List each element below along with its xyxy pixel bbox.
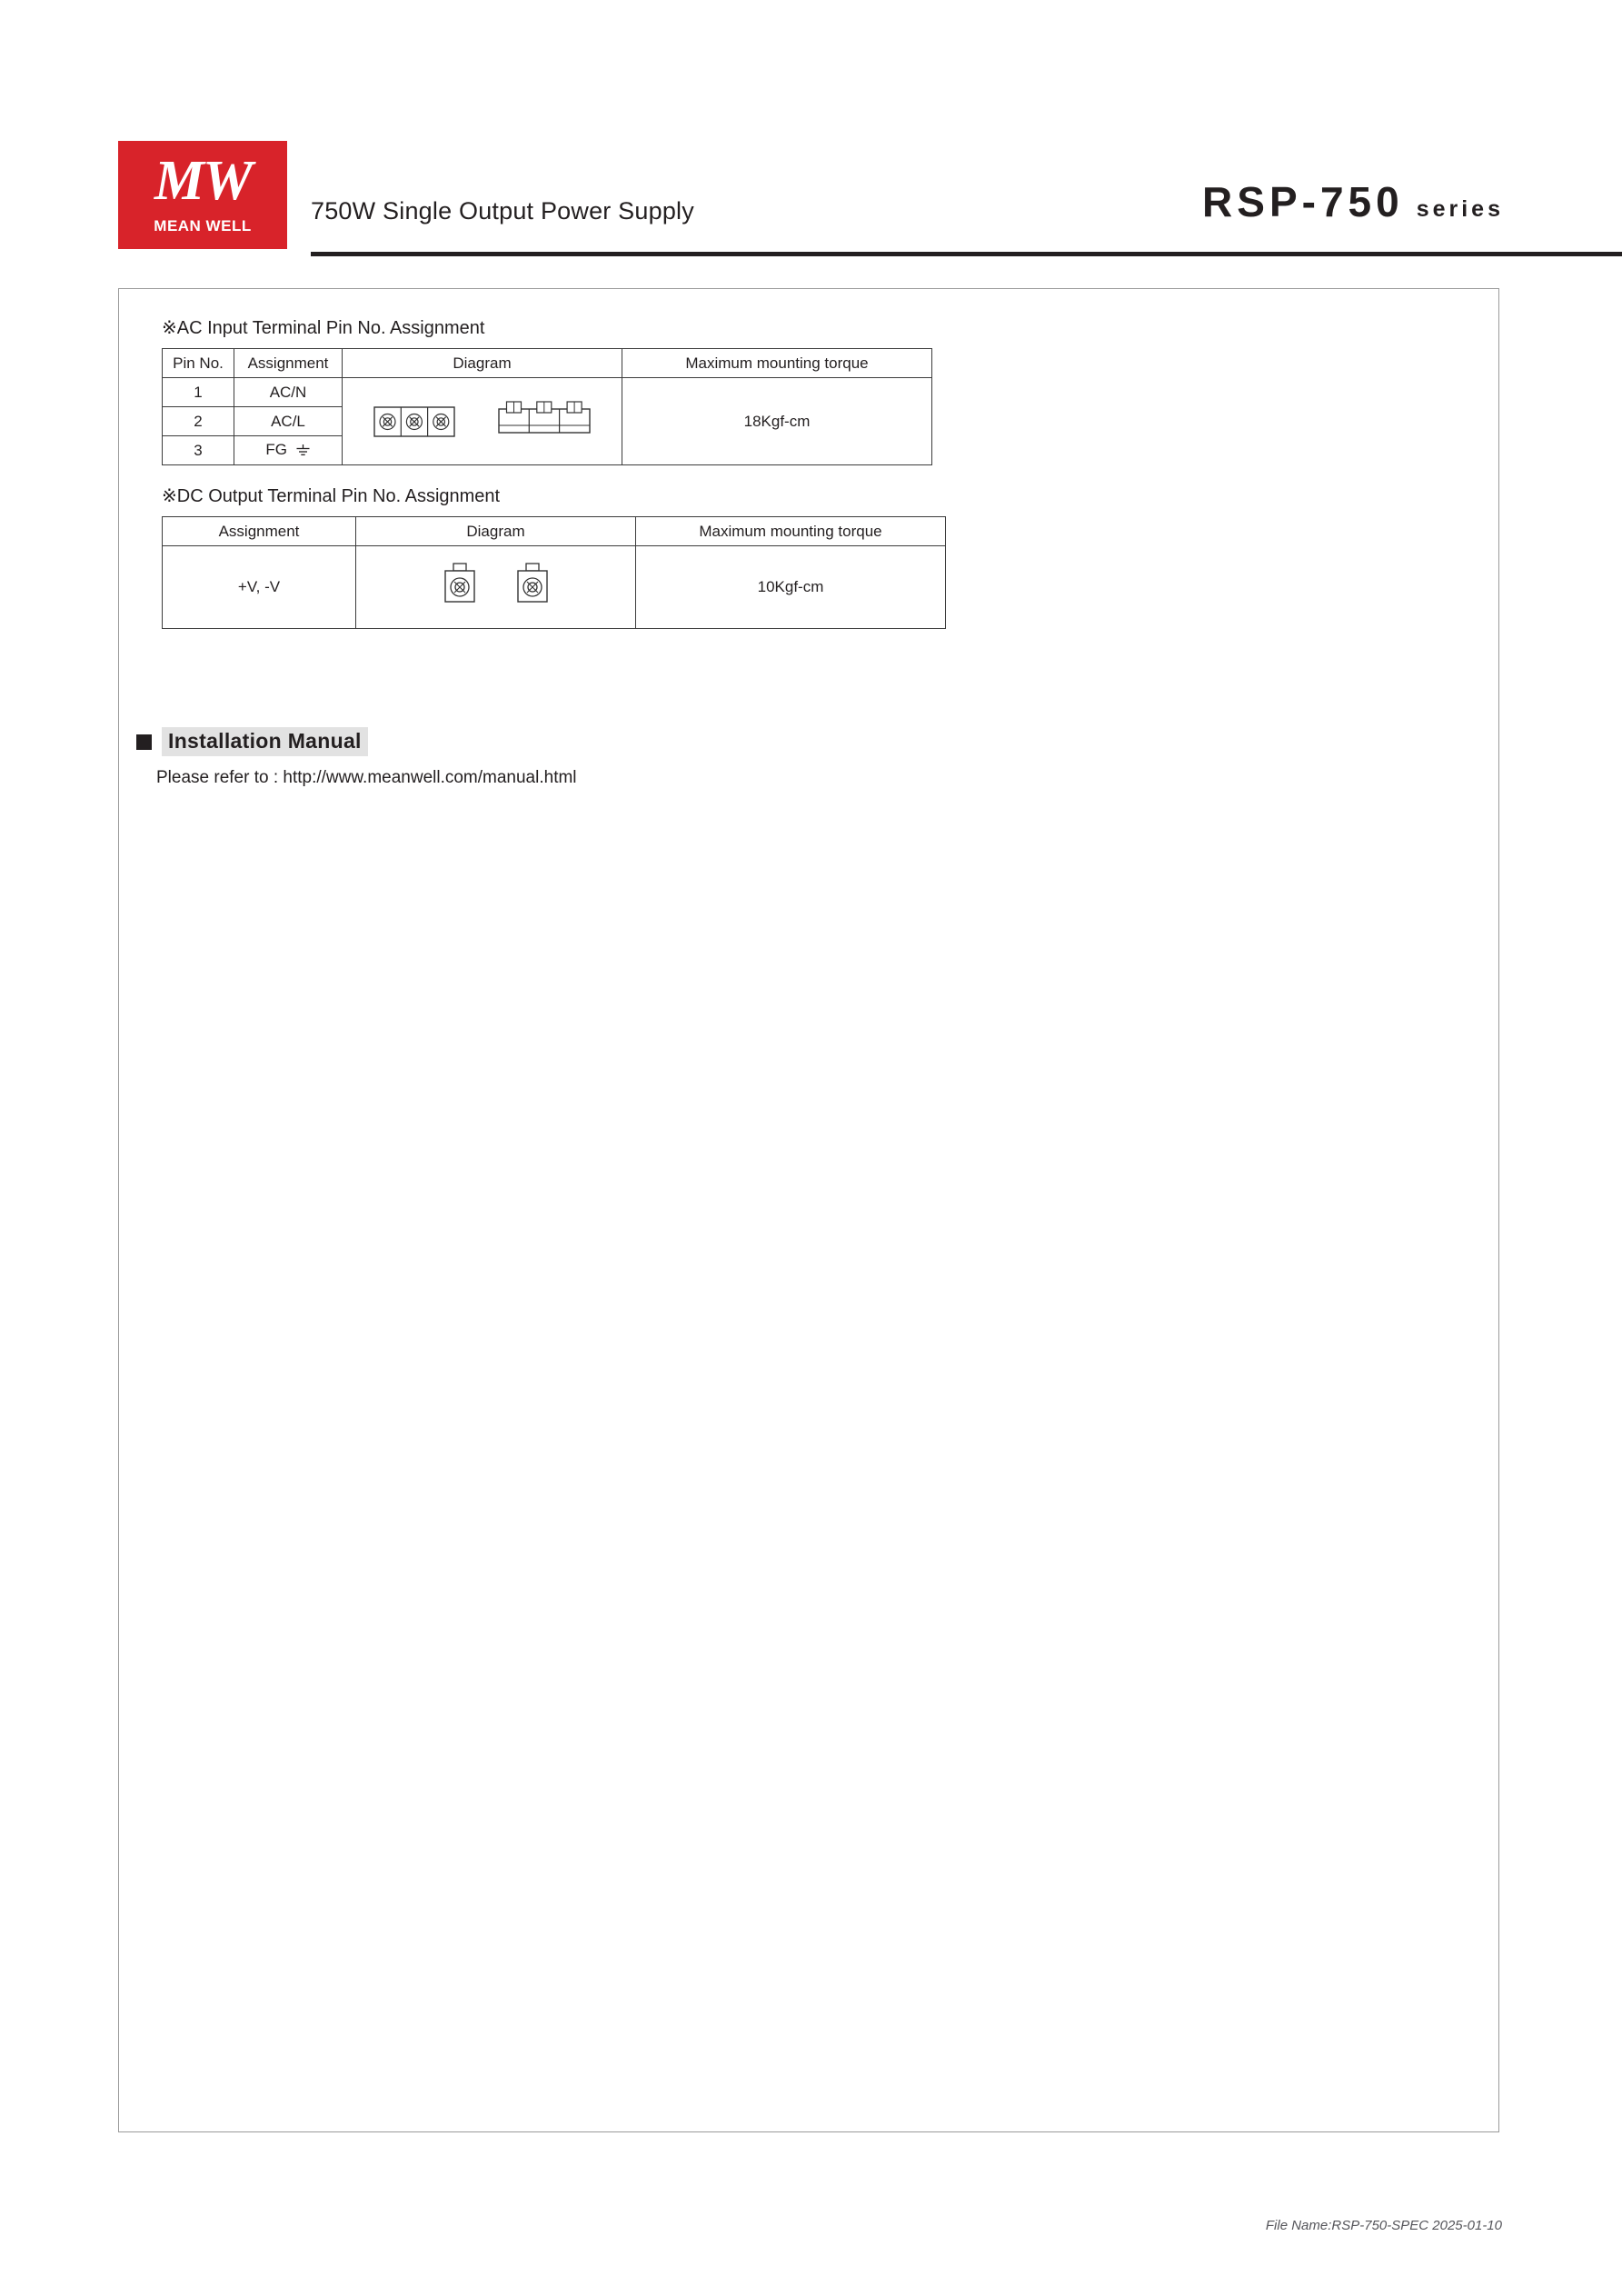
ac-assignment-2: AC/L: [234, 407, 343, 436]
ac-terminal-top-view-icon: [497, 398, 592, 445]
bullet-square-icon: [136, 734, 152, 750]
ac-pin-3: 3: [163, 436, 234, 465]
page-subtitle: 750W Single Output Power Supply: [311, 197, 694, 225]
dc-header-torque: Maximum mounting torque: [636, 517, 946, 546]
ac-input-pin-table: [162, 348, 932, 465]
dc-header-assignment: Assignment: [163, 517, 356, 546]
footer-file-name: File Name:RSP-750-SPEC 2025-01-10: [1265, 2218, 1502, 2233]
table-row: [163, 546, 946, 629]
table-header-row: [163, 349, 932, 378]
ac-header-assignment: Assignment: [234, 349, 343, 378]
ac-assignment-3-text: FG: [265, 440, 287, 458]
ac-diagram-cell: [343, 378, 622, 465]
page-header: [118, 141, 1504, 259]
ac-torque-value: 18Kgf-cm: [622, 378, 932, 465]
dc-torque-value: 10Kgf-cm: [636, 546, 946, 629]
ac-pin-1: 1: [163, 378, 234, 407]
table-header-row: [163, 517, 946, 546]
earth-ground-icon: [295, 443, 311, 461]
series-label: series: [1416, 196, 1504, 222]
ac-assignment-1: AC/N: [234, 378, 343, 407]
installation-manual-heading: [136, 727, 368, 756]
ac-terminal-front-view-icon: [373, 401, 455, 443]
meanwell-logo: [118, 141, 287, 255]
ac-header-torque: Maximum mounting torque: [622, 349, 932, 378]
header-divider: [311, 252, 1622, 256]
ac-section-label: ※AC Input Terminal Pin No. Assignment: [162, 318, 485, 338]
logo-wordmark: MEAN WELL: [154, 217, 252, 235]
dc-header-diagram: Diagram: [356, 517, 636, 546]
model-name: RSP-750: [1202, 178, 1404, 225]
ac-header-pin: Pin No.: [163, 349, 234, 378]
dc-output-pin-table: [162, 516, 946, 629]
dc-section-label: ※DC Output Terminal Pin No. Assignment: [162, 486, 501, 506]
table-row: [163, 378, 932, 407]
dc-terminal-view-2-icon: [513, 562, 552, 613]
dc-diagram-cell: [356, 546, 636, 629]
dc-terminal-diagrams: [356, 562, 635, 613]
model-block: [1202, 177, 1504, 226]
ac-pin-2: 2: [163, 407, 234, 436]
logo-mark: MW: [154, 150, 252, 212]
installation-manual-text: Please refer to : http://www.meanwell.com/manual.html: [156, 768, 577, 787]
logo-underbar: [118, 249, 287, 255]
ac-header-diagram: Diagram: [343, 349, 622, 378]
dc-terminal-view-1-icon: [441, 562, 479, 613]
dc-assignment-value: +V, -V: [163, 546, 356, 629]
installation-manual-title: Installation Manual: [162, 727, 368, 756]
ac-assignment-3: [234, 436, 343, 465]
ac-terminal-diagrams: [343, 398, 622, 445]
